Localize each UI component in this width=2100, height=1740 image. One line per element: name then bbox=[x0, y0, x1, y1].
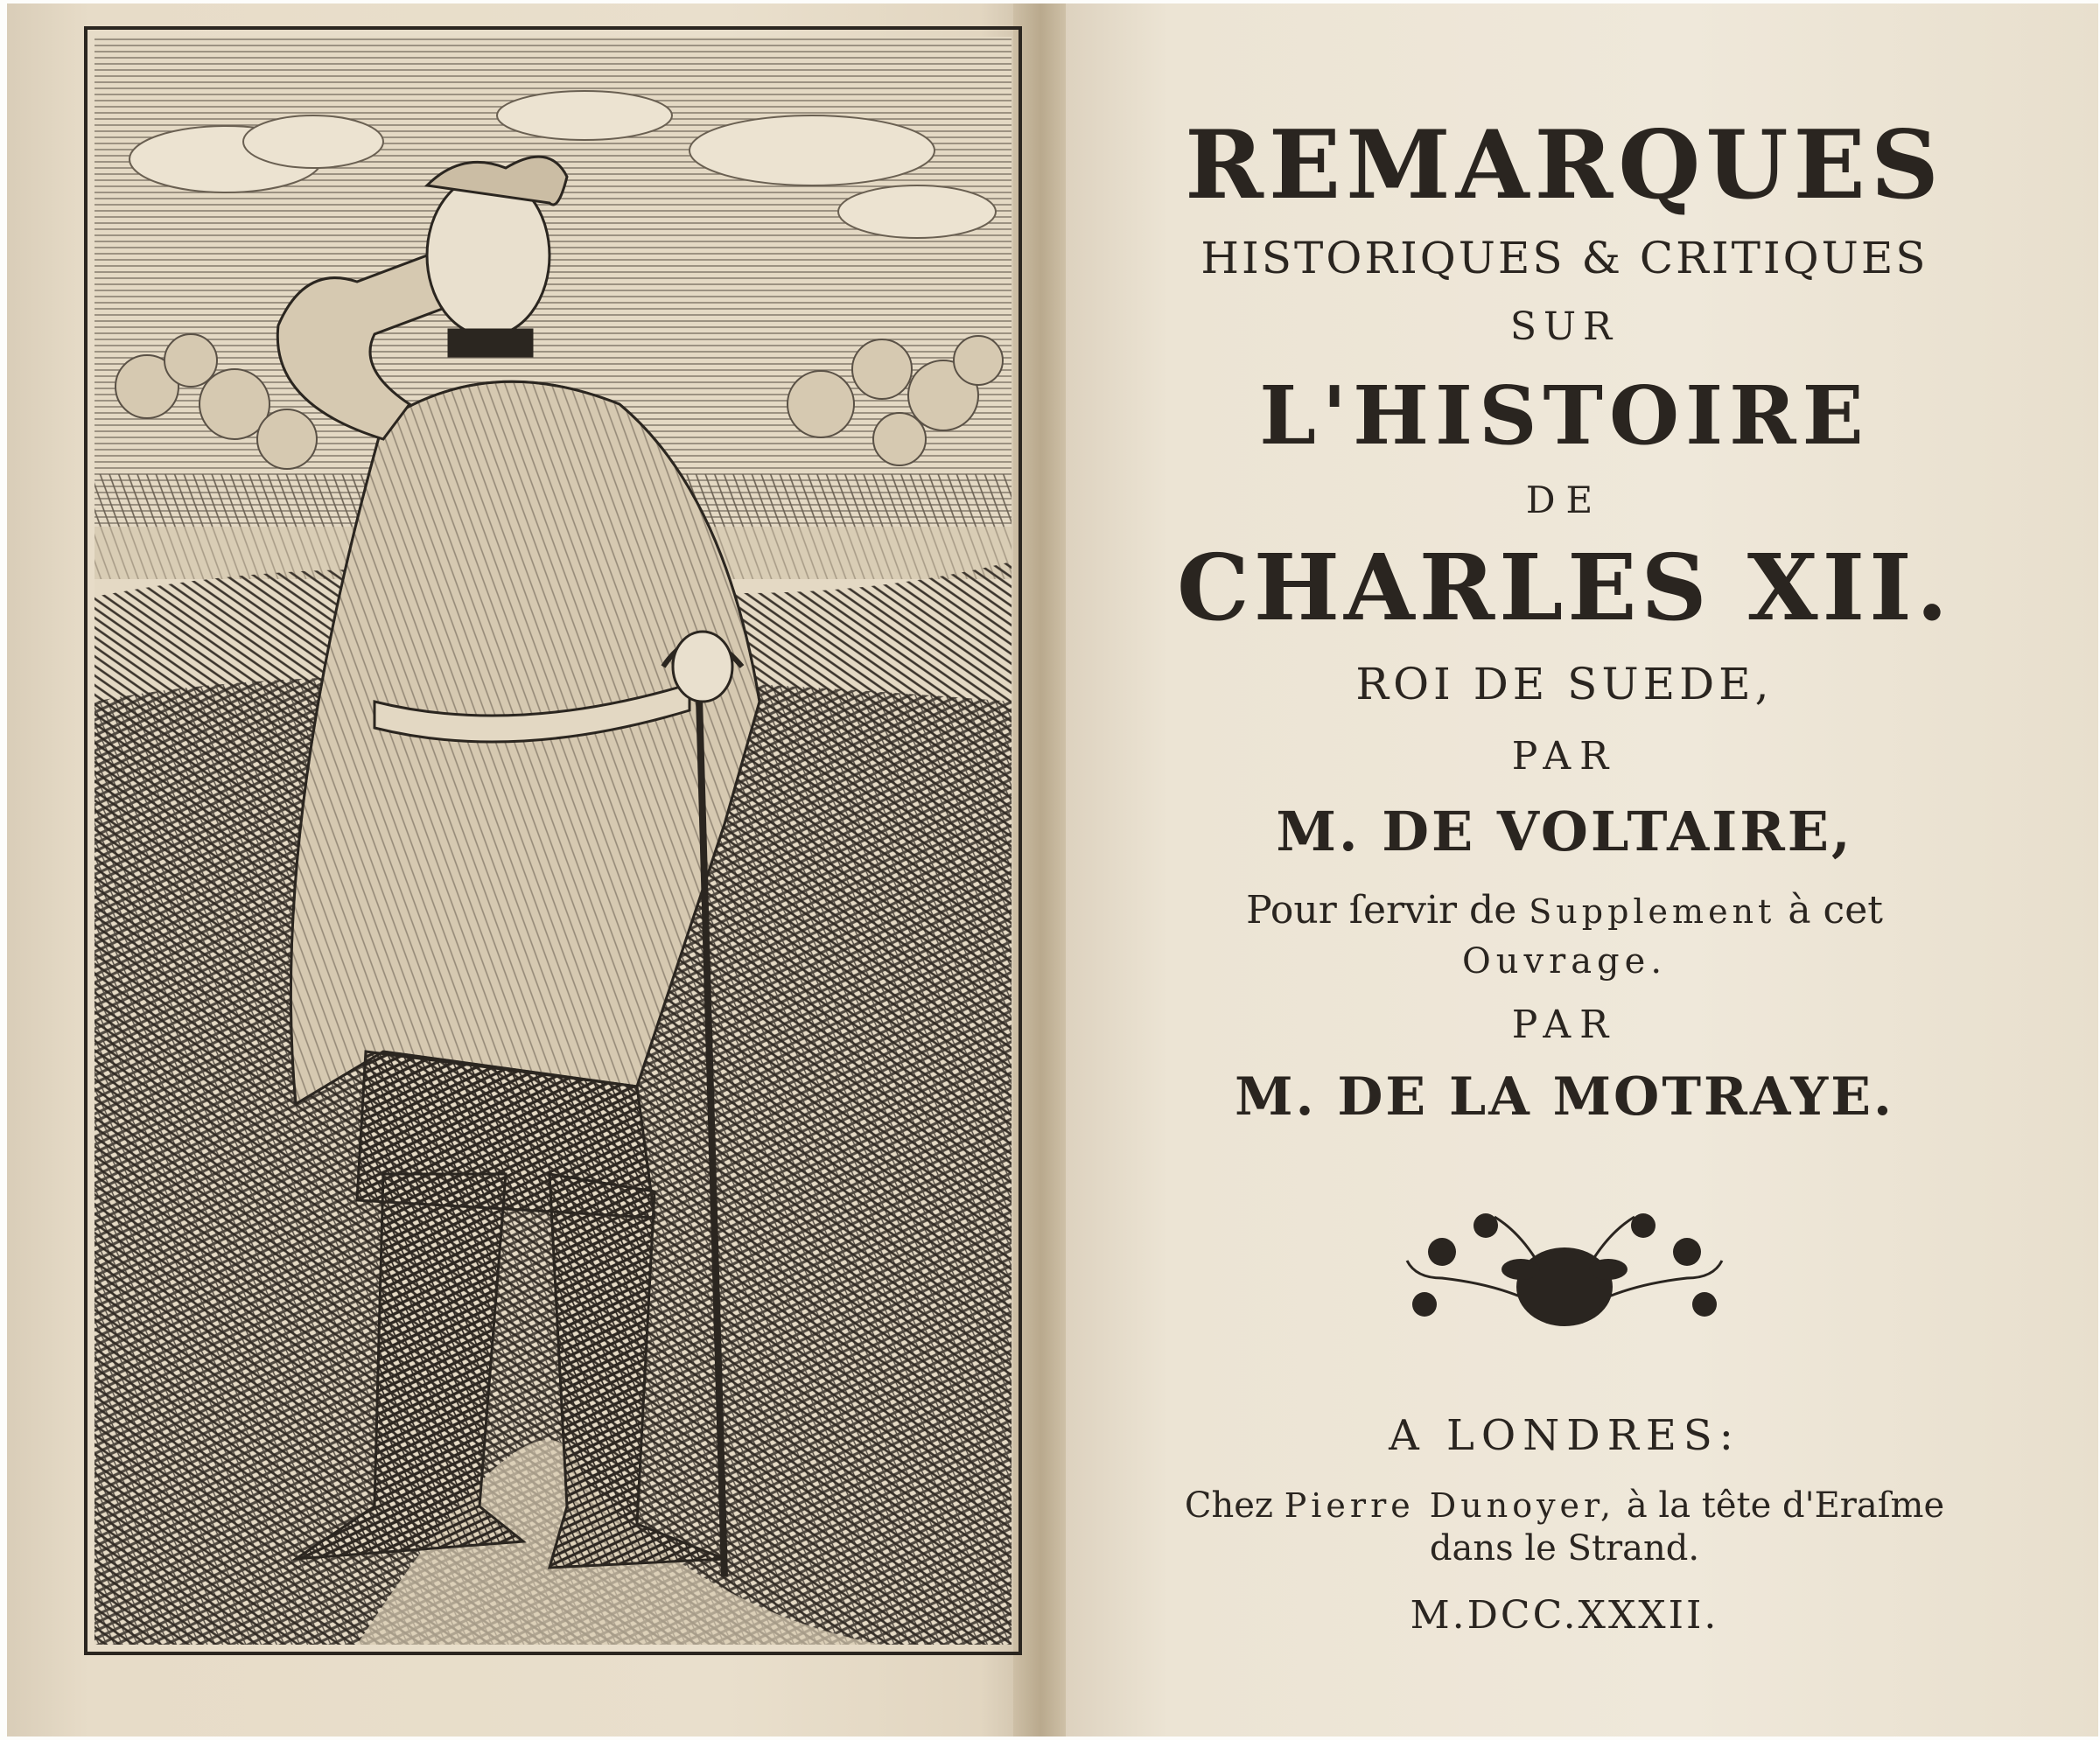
imprint-date: M.DCC.XXXII. bbox=[1410, 1593, 1719, 1638]
title-pour-servir bbox=[1136, 888, 1993, 933]
author-voltaire: M. DE VOLTAIRE, bbox=[1276, 800, 1853, 863]
title-sur: SUR bbox=[1509, 304, 1620, 349]
pour-c: à cet bbox=[1788, 888, 1883, 933]
fleuron-ornament-icon bbox=[1390, 1191, 1740, 1339]
title-histoire: L'HISTOIRE bbox=[1259, 368, 1870, 463]
title-roi: ROI DE SUEDE, bbox=[1355, 659, 1774, 709]
title-de: DE bbox=[1525, 479, 1604, 521]
title-page-text bbox=[1136, 110, 1993, 1638]
book-subtitle: HISTORIQUES & CRITIQUES bbox=[1200, 233, 1928, 283]
pour-supplement: Supplement bbox=[1529, 892, 1776, 931]
imprint-place: A LONDRES: bbox=[1389, 1411, 1740, 1460]
chez-a: Chez bbox=[1184, 1485, 1273, 1526]
pour-a: Pour ſervir de bbox=[1246, 888, 1517, 933]
title-charles: CHARLES XII. bbox=[1176, 534, 1953, 641]
chez-c: à la tête d'Eraſme bbox=[1626, 1485, 1945, 1526]
imprint-address: dans le Strand. bbox=[1429, 1528, 1700, 1569]
frontispiece-engraving bbox=[84, 26, 1022, 1655]
imprint-publisher bbox=[1136, 1483, 1993, 1528]
chez-publisher-name: Pierre Dunoyer, bbox=[1284, 1486, 1616, 1525]
title-par-1: PAR bbox=[1511, 734, 1618, 779]
author-motraye: M. DE LA MOTRAYE. bbox=[1235, 1066, 1894, 1128]
frontispiece-illustration bbox=[94, 37, 1012, 1645]
title-ouvrage: Ouvrage. bbox=[1461, 941, 1668, 982]
title-par-2: PAR bbox=[1511, 1003, 1618, 1047]
book-title: REMARQUES bbox=[1185, 110, 1944, 220]
book-spread bbox=[7, 3, 2098, 1737]
